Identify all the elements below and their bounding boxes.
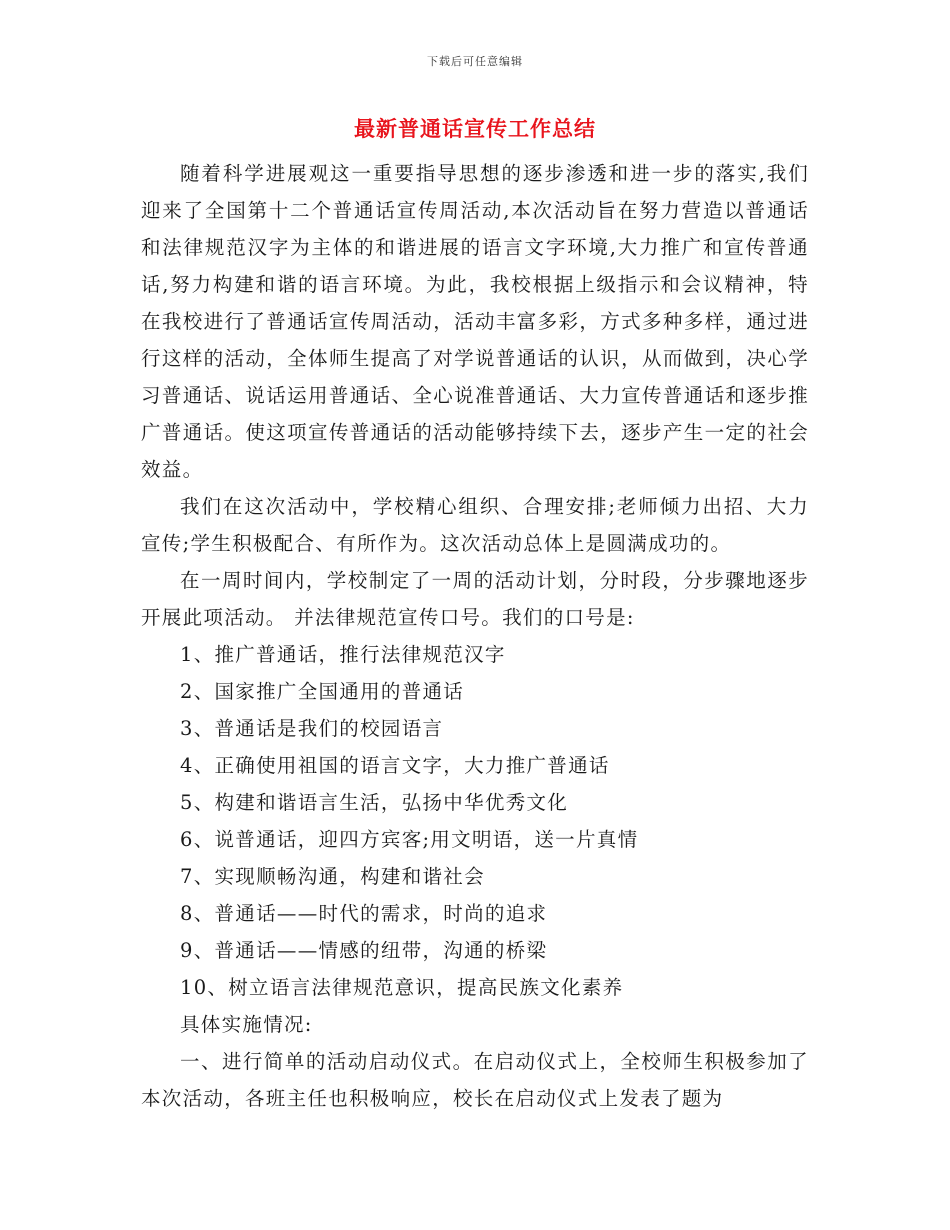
- paragraph-activity: 我们在这次活动中，学校精心组织、合理安排;老师倾力出招、大力宣传;学生积极配合、有所作为。这次活动总体上是圆满成功的。: [141, 495, 809, 555]
- header-note: 下载后可任意编辑: [427, 55, 523, 68]
- paragraph-implementation: 一、进行简单的活动启动仪式。在启动仪式上，全校师生积极参加了本次活动，各班主任也积极响应，校长在启动仪式上发表了题为: [141, 1050, 809, 1110]
- document-title: 最新普通话宣传工作总结: [354, 116, 596, 141]
- slogan-item: 1、推广普通话，推行法律规范汉字: [180, 643, 506, 666]
- slogan-item: 6、说普通话，迎四方宾客;用文明语，送一片真情: [180, 828, 639, 851]
- slogan-item: 10、树立语言法律规范意识，提高民族文化素养: [180, 976, 624, 999]
- document-body: [141, 155, 809, 1117]
- paragraph-intro: 随着科学进展观这一重要指导思想的逐步渗透和进一步的落实,我们迎来了全国第十二个普通话宣传周活动,本次活动旨在努力营造以普通话和法律规范汉字为主体的和谐进展的语言文字环境,大力推广和宣传普通话,努力构建和谐的语言环境。为此，我校根据上级指示和会议精神，特在我校进行了普通话宣传周活动，活动丰富多彩，方式多种多样，通过进行这样的活动，全体师生提高了对学说普通话的认识，从而做到，决心学习普通话、说话运用普通话、全心说准普通话、大力宣传普通话和逐步推广普通话。使这项宣传普通话的活动能够持续下去，逐步产生一定的社会效益。: [141, 162, 809, 481]
- section-label: 具体实施情况:: [180, 1013, 313, 1036]
- slogan-item: 5、构建和谐语言生活，弘扬中华优秀文化: [180, 791, 569, 814]
- slogan-item: 8、普通话——时代的需求，时尚的追求: [180, 902, 548, 925]
- slogan-item: 4、正确使用祖国的语言文字，大力推广普通话: [180, 754, 610, 777]
- slogan-item: 9、普通话——情感的纽带，沟通的桥梁: [180, 939, 548, 962]
- slogan-item: 2、国家推广全国通用的普通话: [180, 680, 465, 703]
- slogan-item: 7、实现顺畅沟通，构建和谐社会: [180, 865, 485, 888]
- slogan-item: 3、普通话是我们的校园语言: [180, 717, 444, 740]
- paragraph-plan: 在一周时间内，学校制定了一周的活动计划，分时段，分步骤地逐步开展此项活动。 并法律规范宣传口号。我们的口号是:: [141, 569, 809, 629]
